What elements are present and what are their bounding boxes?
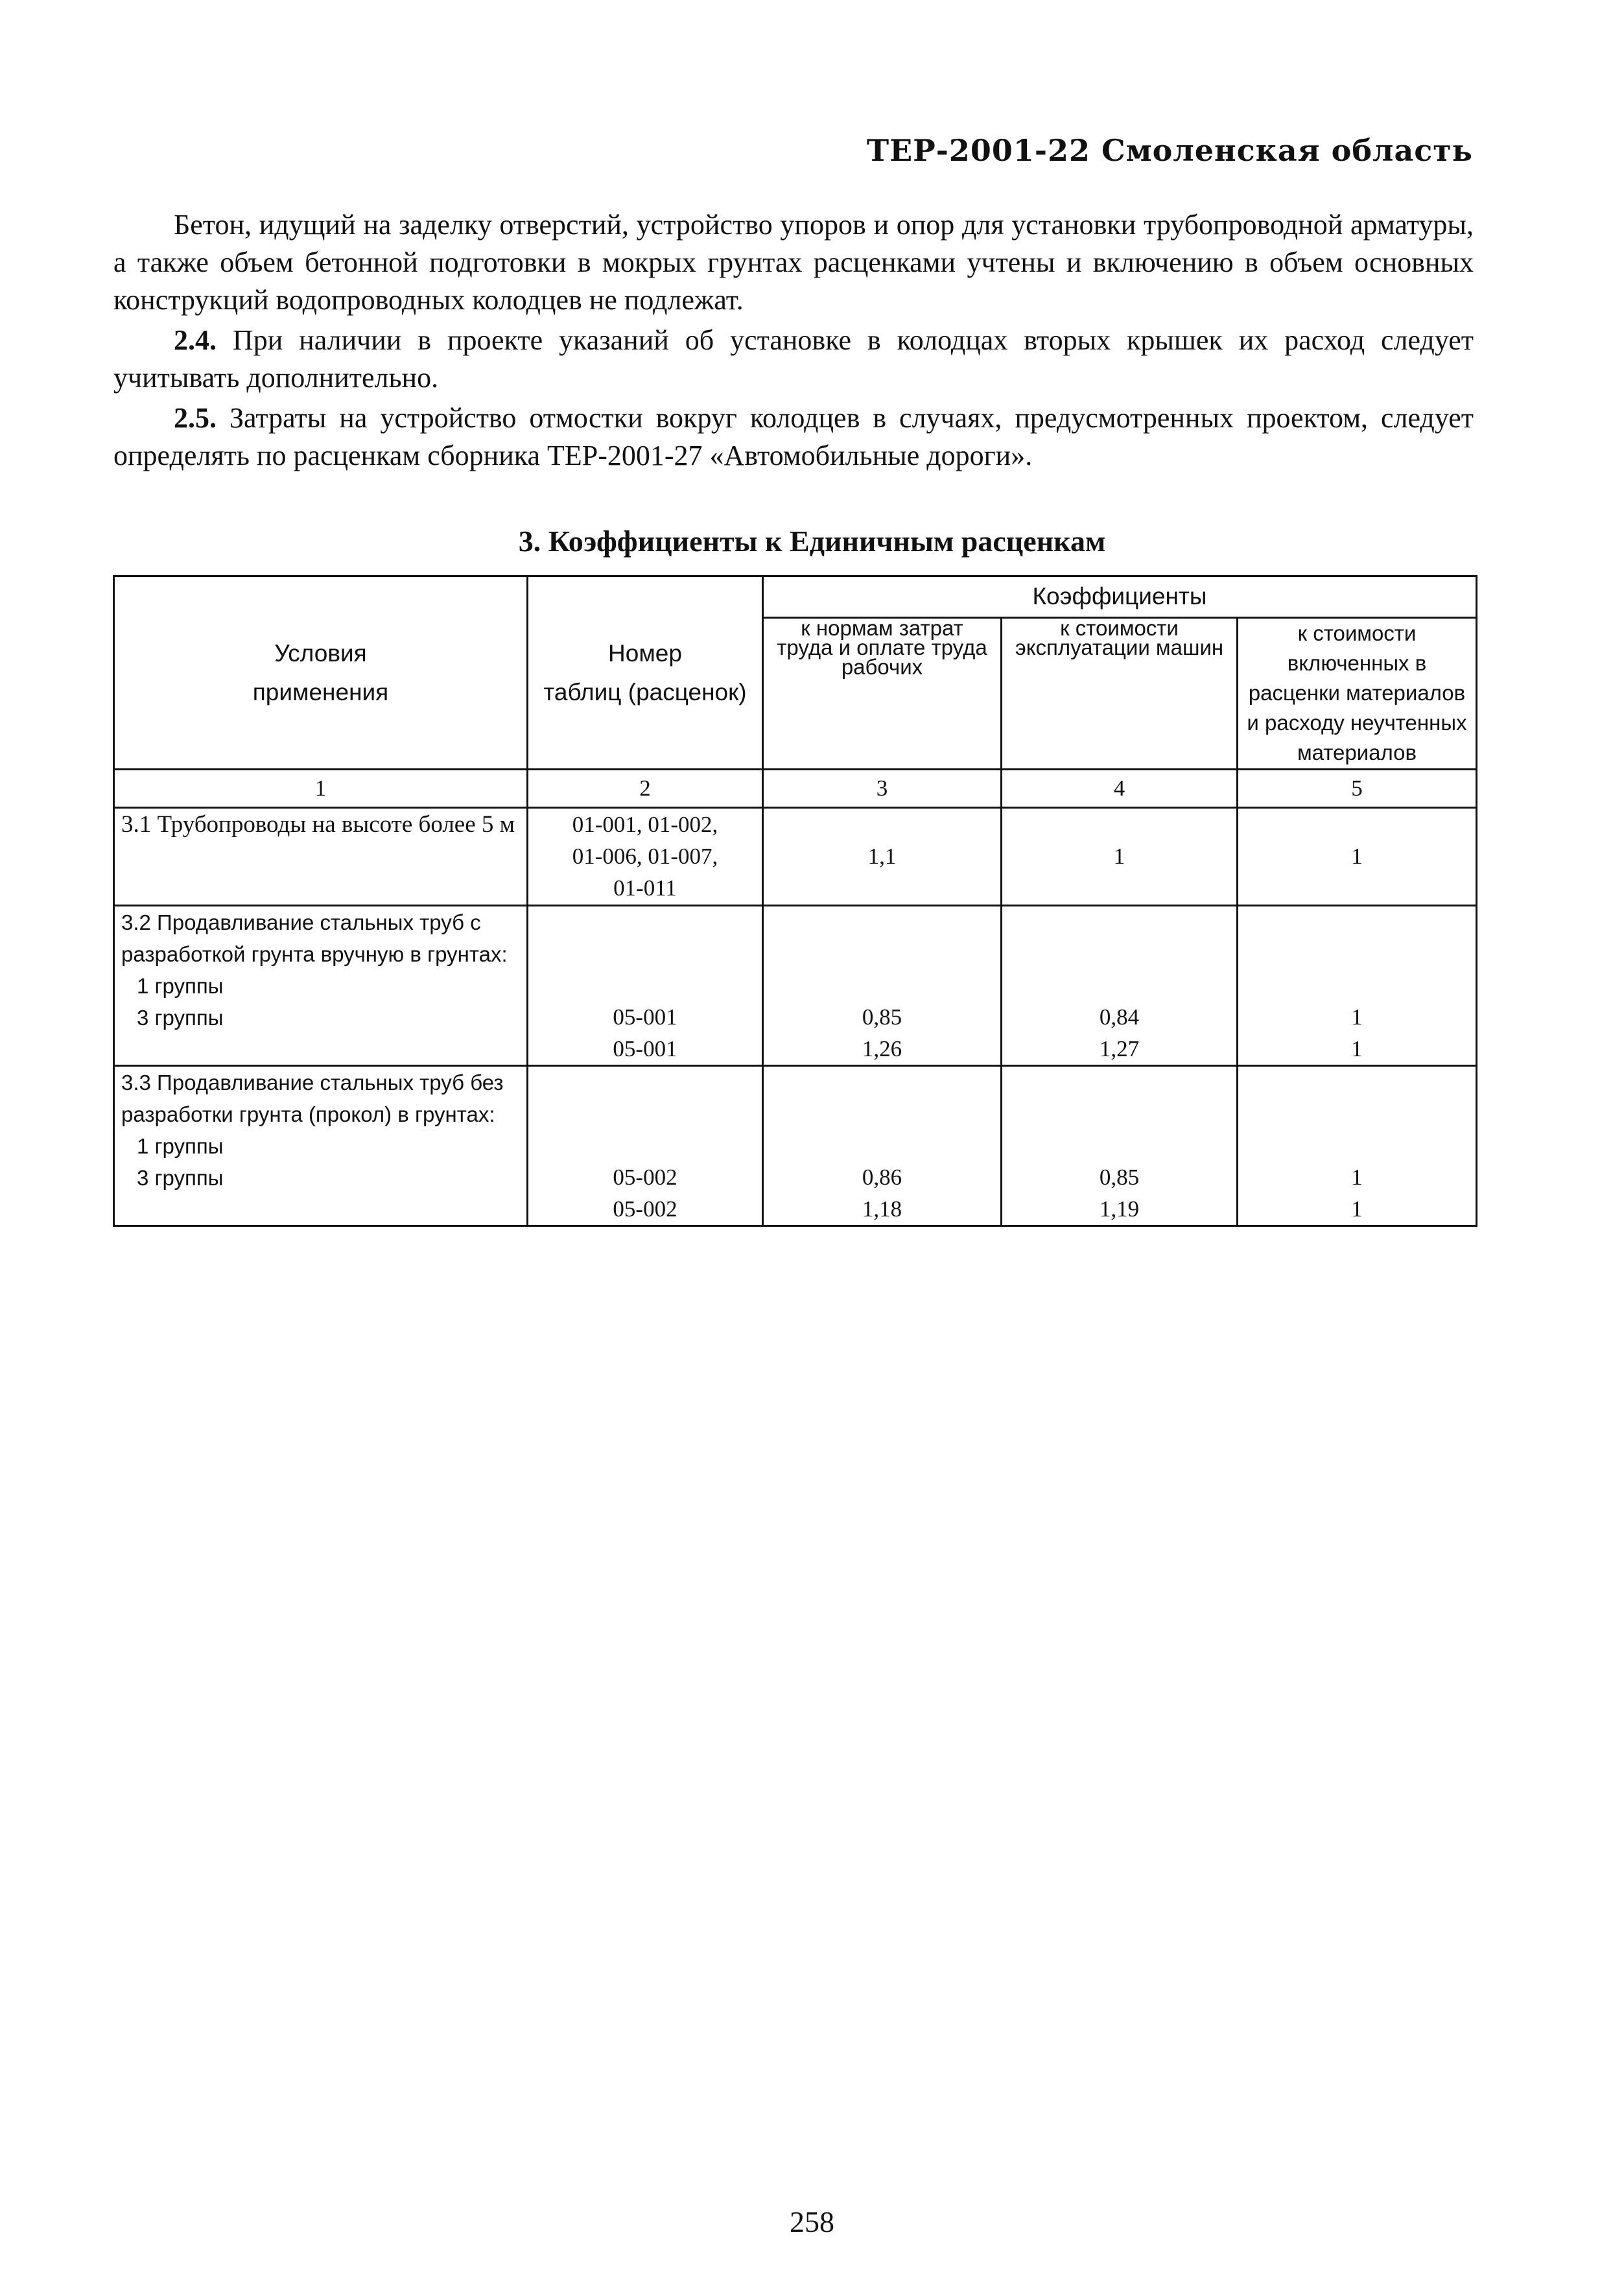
table-row	[114, 807, 1477, 905]
running-header: ТЕР-2001-22 Смоленская область	[866, 133, 1473, 168]
condition-cell: 3.1 Трубопроводы на высоте более 5 м	[114, 807, 528, 905]
table-number-cell: 05-002 05-002	[528, 1066, 763, 1226]
column-number: 4	[1002, 770, 1238, 807]
column-number: 1	[114, 770, 528, 807]
condition-cell: 3.3 Продавливание стальных труб без разработки грунта (прокол) в грунтах: 1 группы 3 группы	[114, 1066, 528, 1226]
clause-number: 2.5.	[174, 402, 217, 434]
group-label: 3 группы	[137, 1166, 224, 1190]
table-number-cell: 01-001, 01-002, 01-006, 01-007, 01-011	[528, 807, 763, 905]
table-row	[114, 906, 1477, 1066]
coef-machines: 0,85 1,19	[1002, 1066, 1238, 1226]
header-machines: к стоимости эксплуатации машин	[1002, 617, 1238, 770]
coef-materials: 1 1	[1238, 906, 1477, 1066]
table-number-cell: 05-001 05-001	[528, 906, 763, 1066]
coef-labor: 0,86 1,18	[763, 1066, 1002, 1226]
group-label: 1 группы	[137, 1134, 224, 1158]
coef-materials: 1 1	[1238, 1066, 1477, 1226]
coef-machines: 1	[1002, 807, 1238, 905]
header-row-1	[114, 576, 1477, 618]
column-number: 2	[528, 770, 763, 807]
header-coefficients: Коэффициенты	[763, 576, 1477, 618]
paragraph-concrete: Бетон, идущий на заделку отверстий, устройство упоров и опор для установки трубопроводной арматуры, а также объем бетонной подготовки в мокрых грунтах расценками учтены и включению в объем основных конструкций водопроводных колодцев не подлежат.	[113, 209, 1474, 316]
column-number: 3	[763, 770, 1002, 807]
body-text	[113, 206, 1474, 475]
column-numbers-row	[114, 770, 1477, 807]
header-materials: к стоимости включенных в расценки материалов и расходу неучтенных материалов	[1238, 617, 1477, 770]
section-title: 3. Коэффициенты к Единичным расценкам	[518, 525, 1106, 558]
clause-number: 2.4.	[174, 324, 217, 356]
table-row	[114, 1066, 1477, 1226]
coef-materials: 1	[1238, 807, 1477, 905]
coefficients-table	[113, 575, 1477, 1227]
header-conditions: Условия применения	[114, 576, 528, 770]
paragraph-2-5: 2.5. Затраты на устройство отмостки вокруг колодцев в случаях, предусмотренных проектом, следует определять по расценкам сборника ТЕР-2001-27 «Автомобильные дороги».	[113, 402, 1474, 471]
coef-machines: 0,84 1,27	[1002, 906, 1238, 1066]
coef-labor: 1,1	[763, 807, 1002, 905]
header-number: Номер таблиц (расценок)	[528, 576, 763, 770]
page-number: 258	[790, 2205, 834, 2238]
group-label: 1 группы	[137, 974, 224, 999]
condition-cell: 3.2 Продавливание стальных труб с разработкой грунта вручную в грунтах: 1 группы 3 группы	[114, 906, 528, 1066]
coef-labor: 0,85 1,26	[763, 906, 1002, 1066]
group-label: 3 группы	[137, 1006, 224, 1030]
paragraph-2-4: 2.4. При наличии в проекте указаний об установке в колодцах вторых крышек их расход следует учитывать дополнительно.	[113, 324, 1474, 394]
header-labor: к нормам затрат труда и оплате труда рабочих	[763, 617, 1002, 770]
column-number: 5	[1238, 770, 1477, 807]
